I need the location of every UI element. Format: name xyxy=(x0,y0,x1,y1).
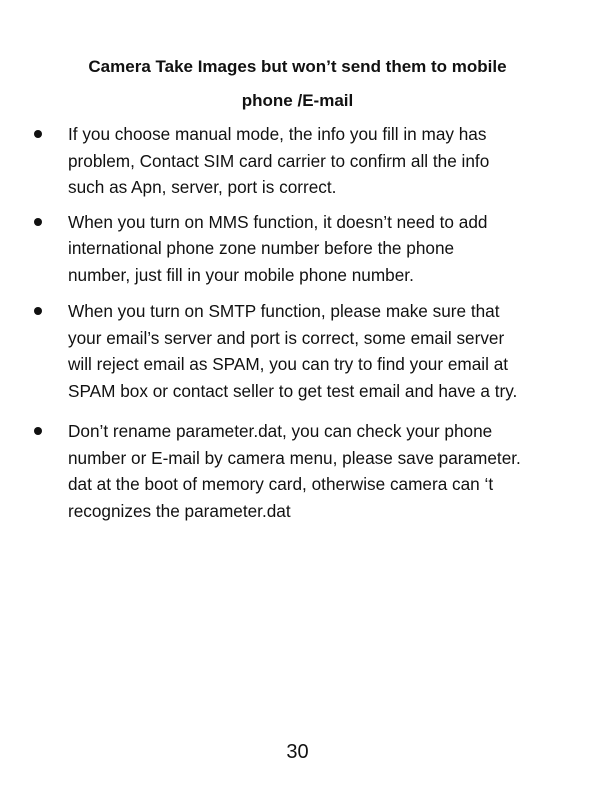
bullet-text xyxy=(68,418,569,524)
bullet-dot-icon xyxy=(34,307,42,315)
bullet-line: SPAM box or contact seller to get test email and have a try. xyxy=(68,380,518,401)
bullet-dot-icon xyxy=(34,427,42,435)
bullet-dot-icon xyxy=(34,218,42,226)
bullet-line: If you choose manual mode, the info you fill in may has xyxy=(68,124,487,144)
bullet-text xyxy=(68,298,569,404)
bullet-line: such as Apn, server, port is correct. xyxy=(68,177,337,197)
bullet-item xyxy=(34,418,569,524)
page-number: 30 xyxy=(286,741,309,763)
bullet-line: Don’t rename parameter.dat, you can check your phone xyxy=(68,421,493,441)
bullet-line: your email’s server and port is correct, some email server xyxy=(68,327,505,348)
bullet-line: recognizes the parameter.dat xyxy=(68,500,291,521)
bullet-line: number, just fill in your mobile phone number. xyxy=(68,264,414,285)
bullet-list xyxy=(34,121,569,532)
bullet-dot-icon xyxy=(34,130,42,138)
bullet-line: When you turn on SMTP function, please make sure that xyxy=(68,301,500,321)
bullet-item xyxy=(34,298,569,404)
bullet-item xyxy=(34,209,569,289)
bullet-line: number or E-mail by camera menu, please save parameter. xyxy=(68,447,521,468)
bullet-text xyxy=(68,209,569,289)
bullet-item xyxy=(34,121,569,201)
title-line: Camera Take Images but won’t send them to mobile xyxy=(88,57,507,76)
bullet-line: When you turn on MMS function, it doesn’t need to add xyxy=(68,211,488,232)
bullet-line: will reject email as SPAM, you can try to find your email at xyxy=(68,354,509,374)
page-title xyxy=(30,50,565,118)
bullet-line: dat at the boot of memory card, otherwise camera can ‘t xyxy=(68,474,494,494)
bullet-line: international phone zone number before the phone xyxy=(68,238,455,258)
bullet-line: problem, Contact SIM card carrier to confirm all the info xyxy=(68,150,490,171)
bullet-text xyxy=(68,121,569,201)
title-line: phone /E-mail xyxy=(241,91,354,110)
